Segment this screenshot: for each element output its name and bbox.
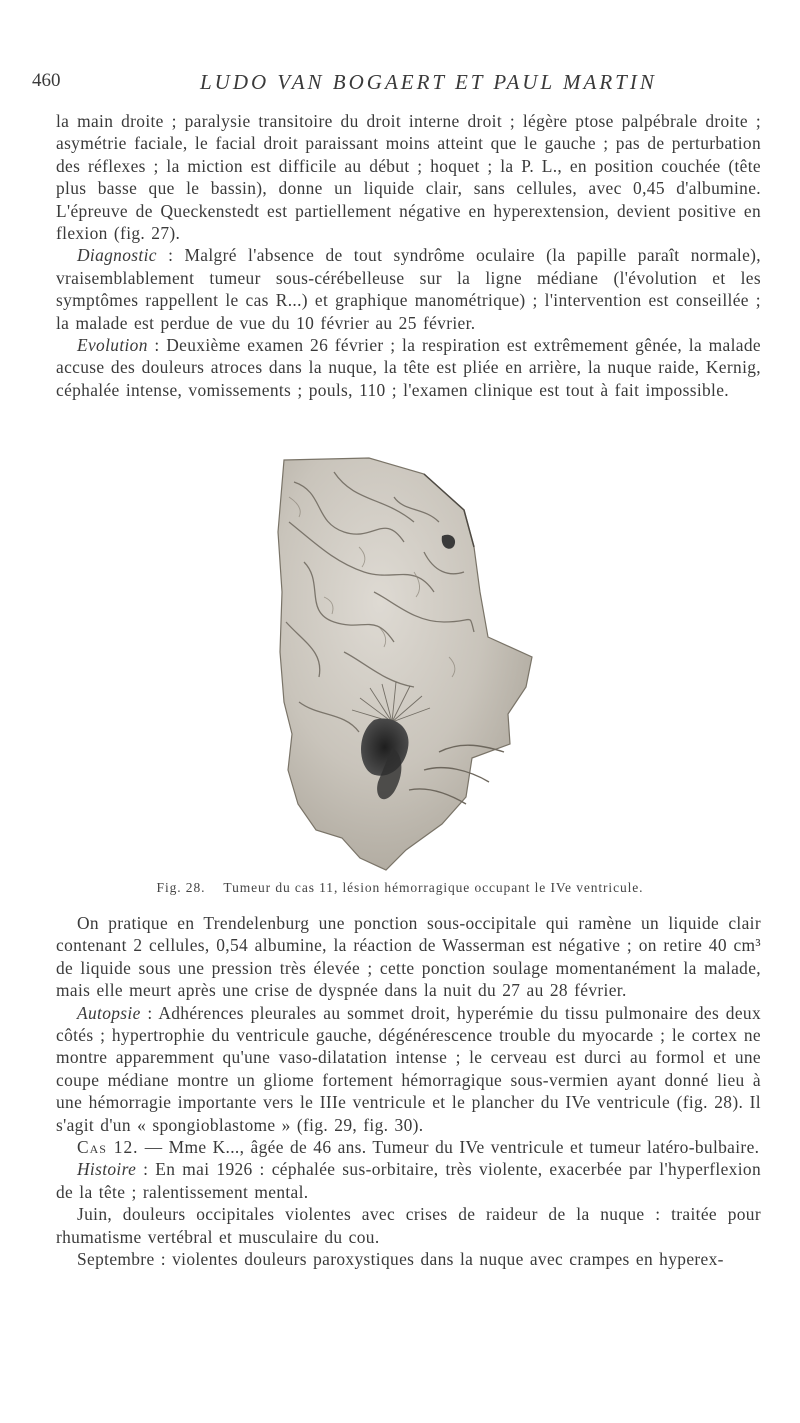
running-header <box>32 70 768 100</box>
text-block-top <box>56 110 761 401</box>
histoire-text: : En mai 1926 : céphalée sus-orbitaire, très violente, exacerbée par l'hyperflexion de la tête ; ralentissement mental. <box>56 1159 761 1202</box>
figure-caption-text: Tumeur du cas 11, lésion hémorragique occupant le IVe ventricule. <box>223 880 644 895</box>
histoire-heading: Histoire <box>77 1159 137 1180</box>
figure-caption <box>0 880 800 896</box>
autopsie-heading: Autopsie <box>77 1002 141 1023</box>
running-title: LUDO VAN BOGAERT ET PAUL MARTIN <box>200 70 657 94</box>
evolution-text: : Deuxième examen 26 février ; la respiration est extrêmement gênée, la malade accuse des douleurs atroces dans la nuque, la tête est pliée en arrière, la nuque raide, Kernig, céphalée intense, vomissements ; pouls, 110 ; l'examen clinique est tout à fait impossible. <box>56 335 761 400</box>
paragraph-evolution <box>56 334 761 401</box>
evolution-heading: Evolution <box>77 335 148 356</box>
diagnostic-text: : Malgré l'absence de tout syndrôme oculaire (la papille paraît normale), vraisemblablement tumeur sous-cérébelleuse sur la ligne médiane (l'évolution et les symptômes rappellent le cas R...) et graphique manométrique) ; l'intervention est conseillée ; la malade est perdue de vue du 10 février au 25 février. <box>56 245 761 333</box>
diagnostic-heading: Diagnostic <box>77 245 157 266</box>
brain-section-photograph <box>274 452 574 882</box>
paragraph-case-12 <box>56 1136 761 1158</box>
text-block-bottom <box>56 912 761 1271</box>
paragraph-diagnostic <box>56 244 761 334</box>
autopsie-text: : Adhérences pleurales au sommet droit, hyperémie du tissu pulmonaire des deux côtés ; hypertrophie du ventricule gauche, dégénérescence trouble du myocarde ; le cortex ne montre apparemment qu'une vaso-dilatation intense ; le cerveau est durci au formol et une coupe médiane montre un gliome fortement hémorragique sous-vermien ayant donné lieu à une hémorragie importante vers le IIIe ventricule et le plancher du IVe ventricule (fig. 28). Il s'agit d'un « spongioblastome » (fig. 29, fig. 30). <box>56 1002 761 1135</box>
paragraph-septembre: Septembre : violentes douleurs paroxystiques dans la nuque avec crampes en hyperex- <box>77 1249 724 1270</box>
paragraph-autopsie <box>56 1002 761 1136</box>
paragraph-puncture: On pratique en Trendelenburg une ponction sous-occipitale qui ramène un liquide clair contenant 2 cellules, 0,54 albumine, la réaction de Wasserman est négative ; on retire 40 cm³ de liquide sous une pression très élevée ; cette ponction soulage momentanément la malade, mais elle meurt après une crise de dyspnée dans la nuit du 27 au 28 février. <box>56 913 761 1001</box>
case-12-text: — Mme K..., âgée de 46 ans. Tumeur du IVe ventricule et tumeur latéro-bulbaire. <box>138 1137 760 1158</box>
case-12-heading: Cas 12. <box>77 1137 139 1158</box>
figure-number: Fig. 28. <box>156 880 206 895</box>
paragraph-juin: Juin, douleurs occipitales violentes avec crises de raideur de la nuque : traitée pour rhumatisme vertébral et musculaire du cou. <box>56 1204 761 1247</box>
paragraph-exam: la main droite ; paralysie transitoire du droit interne droit ; légère ptose palpébrale droite ; asymétrie faciale, le facial droit paraissant moins atteint que le gauche ; pas de perturbation des réflexes ; la miction est difficile au début ; hoquet ; la P. L., en position couchée (tête plus basse que le bassin), donne un liquide clair, sans cellules, avec 0,45 d'albumine. L'épreuve de Queckenstedt est partiellement négative en hyperextension, devient positive en flexion (fig. 27). <box>56 111 761 244</box>
page-number: 460 <box>32 70 61 91</box>
paragraph-histoire <box>56 1158 761 1203</box>
